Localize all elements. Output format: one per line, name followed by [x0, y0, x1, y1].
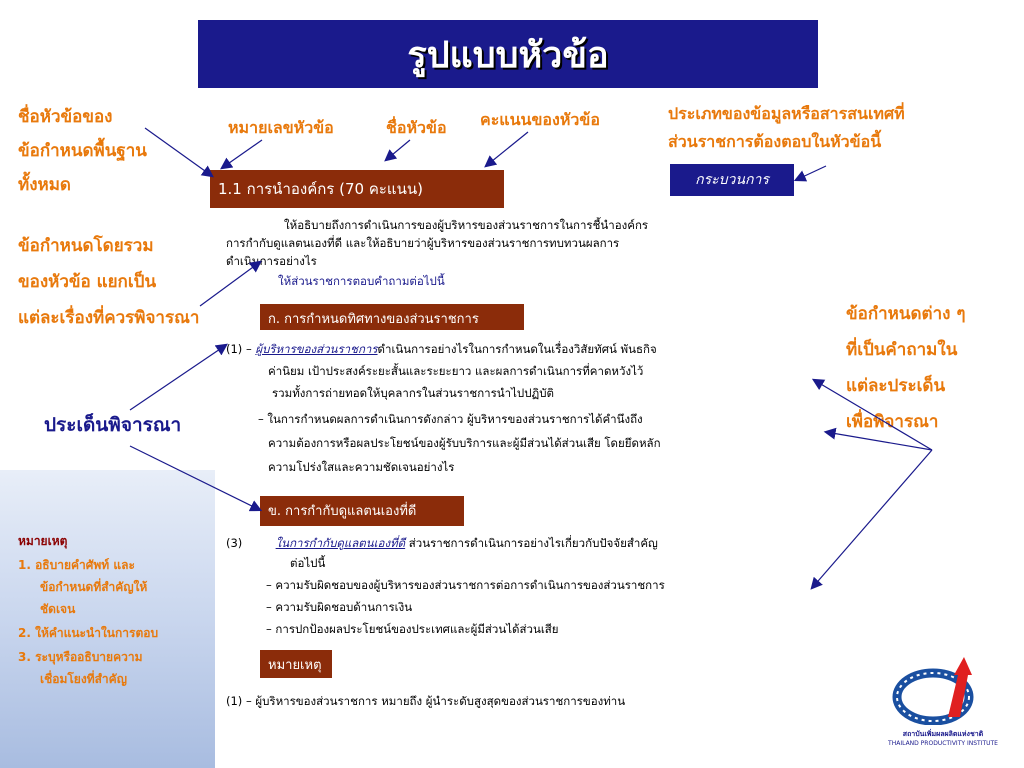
section-b-bullet-2: – ความรับผิดชอบด้านการเงิน	[266, 600, 413, 614]
section-a-line-5: ความโปร่งใสและความชัดเจนอย่างไร	[268, 460, 455, 474]
left-note-1c: ชัดเจน	[40, 602, 76, 616]
intro-line-3: ดำเนินการอย่างไร	[226, 254, 317, 268]
arrow-info-type	[796, 166, 826, 180]
intro-line-2: การกำกับดูแลตนเองที่ดี และให้อธิบายว่าผู้บริหารของส่วนราชการทบทวนผลการ	[226, 236, 620, 250]
label-topic-name: ชื่อหัวข้อ	[386, 118, 447, 137]
label-consideration: ประเด็นพิจารณา	[44, 414, 182, 436]
logo-caption-thai: สถาบันเพิ่มผลผลิตแห่งชาติ	[902, 730, 984, 738]
section-a-line-3: – ในการกำหนดผลการดำเนินการดังกล่าว ผู้บริหารของส่วนราชการได้คำนึงถึง	[258, 412, 643, 426]
arrow-topic-name	[386, 140, 410, 160]
section-a-line-4: ความต้องการหรือผลประโยชน์ของผู้รับบริการและผู้มีส่วนได้ส่วนเสีย โดยยึดหลัก	[268, 436, 661, 450]
intro-line-1: ให้อธิบายถึงการดำเนินการของผู้บริหารของส่วนราชการในการชี้นำองค์กร	[284, 218, 649, 232]
label-various-req: ข้อกำหนดต่าง ๆ ที่เป็นคำถามใน แต่ละประเด็น เพื่อพิจารณา	[846, 304, 966, 432]
label-info-type: ประเภทของข้อมูลหรือสารสนเทศที่ ส่วนราชการต้องตอบในหัวข้อนี้	[668, 104, 905, 151]
page-title: รูปแบบหัวข้อ	[198, 20, 818, 88]
label-overall-req: ข้อกำหนดโดยรวม ของหัวข้อ แยกเป็น แต่ละเรื่องที่ควรพิจารณา	[18, 236, 200, 328]
arrow-topic-name-all	[145, 128, 212, 176]
process-badge: กระบวนการ	[670, 164, 794, 196]
section-note-header: หมายเหตุ	[260, 650, 332, 678]
intro-prompt: ให้ส่วนราชการตอบคำถามต่อไปนี้	[278, 274, 445, 288]
left-note-3a: 3. ระบุหรืออธิบายความ	[18, 650, 143, 664]
logo-caption-en: THAILAND PRODUCTIVITY INSTITUTE	[888, 740, 998, 747]
section-a-line-2: รวมทั้งการถ่ายทอดให้บุคลากรในส่วนราชการนำไปปฏิบัติ	[272, 386, 554, 400]
arrow-consider-b	[130, 446, 260, 510]
arrow-overall-req	[200, 262, 260, 306]
topic-header: 1.1 การนำองค์กร (70 คะแนน)	[210, 170, 504, 208]
arrow-topic-number	[222, 140, 262, 168]
section-note-line: (1) – ผู้บริหารของส่วนราชการ หมายถึง ผู้นำระดับสูงสุดของส่วนราชการของท่าน	[226, 694, 626, 708]
section-b-q3: (3) ในการกำกับดูแลตนเองที่ดี ส่วนราชการดำเนินการอย่างไรเกี่ยวกับปัจจัยสำคัญ	[226, 536, 658, 550]
section-a-header: ก. การกำหนดทิศทางของส่วนราชการ	[260, 304, 524, 330]
left-note-1a: 1. อธิบายคำศัพท์ และ	[18, 558, 135, 572]
section-a-line-1: ค่านิยม เป้าประสงค์ระยะสั้นและระยะยาว และผลการดำเนินการที่คาดหวังไว้	[268, 364, 644, 378]
left-note-title: หมายเหตุ	[18, 534, 68, 548]
section-a-q1: (1) – ผู้บริหารของส่วนราชการดำเนินการอย่างไรในการกำหนดในเรื่องวิสัยทัศน์ พันธกิจ	[226, 342, 657, 356]
tpi-logo-icon	[888, 655, 998, 725]
left-note-1b: ข้อกำหนดที่สำคัญให้	[40, 580, 148, 594]
arrow-topic-score	[486, 132, 528, 166]
arrow-various-3	[812, 450, 932, 588]
section-b-bullet-3: – การปกป้องผลประโยชน์ของประเทศและผู้มีส่วนได้ส่วนเสีย	[266, 622, 559, 636]
label-topic-score: คะแนนของหัวข้อ	[480, 110, 600, 129]
label-topic-number: หมายเลขหัวข้อ	[228, 118, 334, 137]
section-b-q3-cont: ต่อไปนี้	[290, 556, 326, 570]
section-b-bullet-1: – ความรับผิดชอบของผู้บริหารของส่วนราชการต่อการดำเนินการของส่วนราชการ	[266, 578, 665, 592]
section-b-header: ข. การกำกับดูแลตนเองที่ดี	[260, 496, 464, 526]
label-topic-name-all: ชื่อหัวข้อของ ข้อกำหนดพื้นฐาน ทั้งหมด	[18, 107, 147, 195]
arrow-consider-a	[130, 345, 226, 410]
left-note-3b: เชื่อมโยงที่สำคัญ	[40, 672, 127, 686]
tpi-logo	[888, 655, 998, 750]
left-note-2: 2. ให้คำแนะนำในการตอบ	[18, 626, 159, 640]
